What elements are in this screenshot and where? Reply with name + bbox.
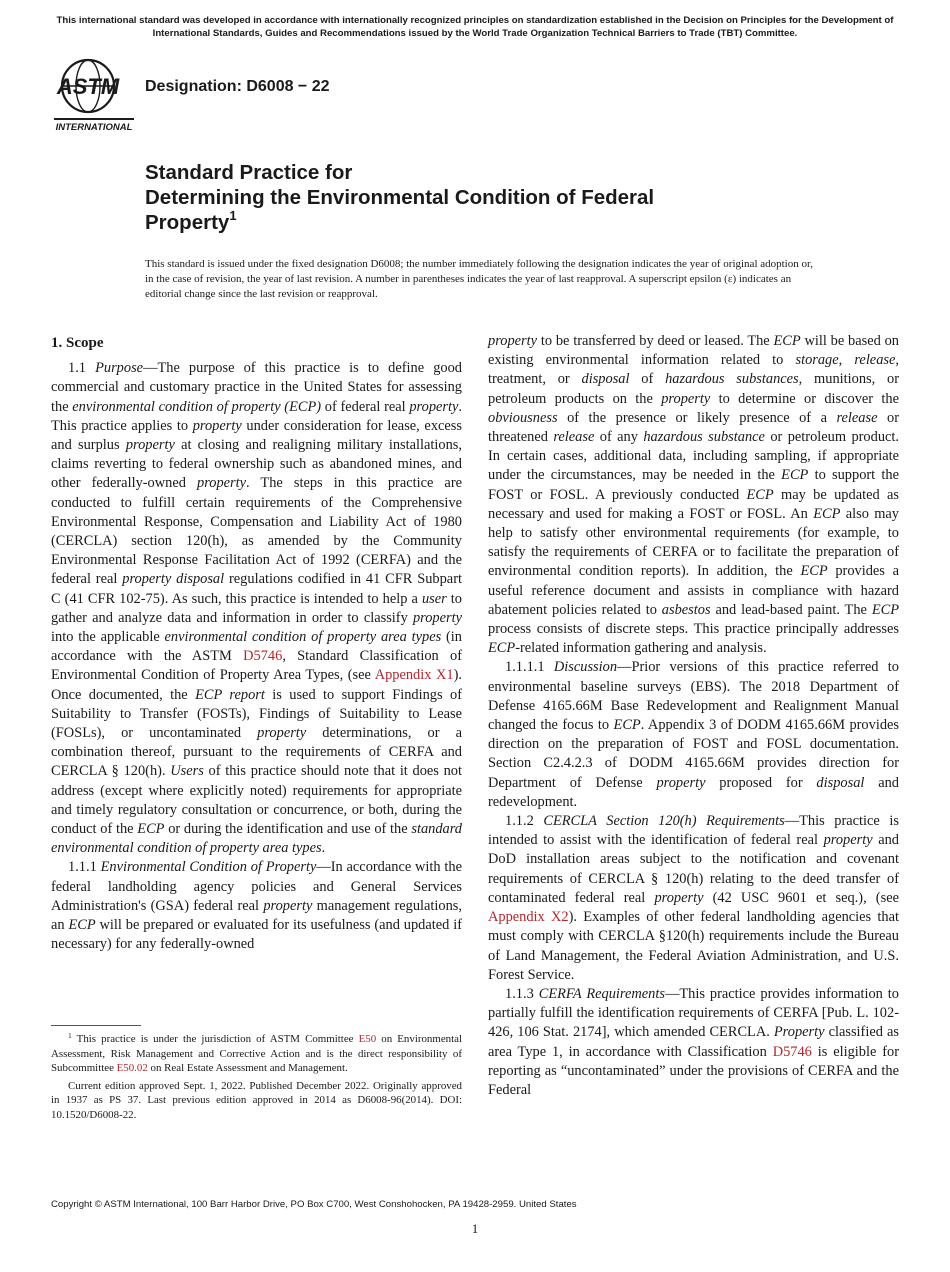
footnote-1: $^1$ This practice is under the jurisdiction of ASTM Committee E50 on Environmental Assessment, Risk Management and Corrective Action and is the direct responsibility of Subcommittee E50.02 on Real Estate Assessment and Management. <box>51 1031 462 1075</box>
paragraph-1-1-2: 1.1.2 CERCLA Section 120(h) Requirements—This practice is intended to assist with the identification of federal real property and DoD installation areas subject to the notification and covenant requirements of CERCLA § 120(h) relating to the deed transfer of contaminated federal real property (42 USC 9601 et seq.), (see Appendix X2). Examples of other federal landholding agencies that must comply with CERCLA §120(h) requirements include the Bureau of Land Management, the Federal Aviation Administration, and U.S. Forest Service. <box>488 813 899 983</box>
title-line-2: Determining the Environmental Condition of Federal <box>145 186 655 209</box>
paragraph-1-1-3: 1.1.3 CERFA Requirements—This practice provides information to partially fulfill the identification requirements of CERFA [Pub. L. 102-426, 106 Stat. 2174], which amended CERCLA. Property classified as area Type 1, in accordance with Classification D5746 is eligible for reporting as “uncontaminated” under the provisions of CERFA and the Federal <box>488 985 899 1098</box>
link-d5746-2[interactable]: D5746 <box>772 1043 812 1060</box>
link-e50[interactable]: E50 <box>358 1033 377 1045</box>
paragraph-1-1: 1.1 Purpose—The purpose of this practice is to define good commercial and customary practice in the United States for assessing the environmental condition of property (ECP) of federal real property. This practice applies to property under consideration for lease, excess and surplus property at closing and realigning military installations, claims reverting to federal ownership such as abandoned mines, and other federally-owned property. The steps in this practice are conducted to fulfill certain requirements of the Comprehensive Environmental Response, Compensation and Liability Act of 1980 (CERCLA) section 120(h), as amended by the Community Environmental Response Facilitation Act of 1992 (CERFA) and the federal real property disposal regulations codified in 41 CFR Subpart C (41 CFR 102-75). As such, this practice is intended to help a user to gather and analyze data and information in order to classify property into the applicable environmental condition of property area types (in accordance with the ASTM D5746, Standard Classification of Environmental Condition of Property Area Types, (see Appendix X1). Once documented, the ECP report is used to support Findings of Suitability to Transfer (FOSTs), Findings of Suitability to Lease (FOSLs), or uncontaminated property determinations, or a combination thereof, pursuant to the requirements of CERFA and CERCLA § 120(h). Users of this practice should note that it does not address (except where explicitly noted) requirements for appropriate and timely regulatory consultation or concurrence, or both, during the conduct of the ECP or during the identification and use of the standard environmental condition of property area types. <box>51 360 463 857</box>
logo-subtext: INTERNATIONAL <box>55 122 133 133</box>
title-line-3-text: Property <box>145 211 230 234</box>
link-d5746[interactable]: D5746 <box>243 648 283 665</box>
left-column <box>51 334 462 955</box>
designation: Designation: D6008 − 22 <box>145 78 330 95</box>
astm-logo <box>52 56 136 136</box>
logo-text: ASTM <box>56 74 120 99</box>
title-line-3 <box>145 210 865 235</box>
paragraph-1-1-1-1: 1.1.1.1 Discussion—Prior versions of this practice referred to environmental baseline surveys (EBS). The 2018 Department of Defense 4165.66M Base Redevelopment and Realignment Manual changed the focus to ECP. Appendix 3 of DODM 4165.66M provides direction on the preparation of FOST and FOSL documentation. Section C2.4.2.3 of DODM 4165.66M provides direction for Department of Defense property proposed for disposal and redevelopment. <box>488 659 899 810</box>
title-line-1: Standard Practice for <box>145 161 353 184</box>
link-appendix-x2[interactable]: Appendix X2 <box>488 909 569 926</box>
right-column <box>488 332 899 1100</box>
issue-note: This standard is issued under the fixed designation D6008; the number immediately following the designation indicates the year of original adoption or, in the case of revision, the year of last revision. A number in parentheses indicates the year of last reapproval. A superscript epsilon (ε) indicates an editorial change since the last revision or reapproval. <box>145 258 813 300</box>
document-title <box>145 160 865 235</box>
footnotes <box>51 1032 462 1126</box>
link-appendix-x1[interactable]: Appendix X1 <box>374 667 454 684</box>
paragraph-1-1-1-continued: property to be transferred by deed or leased. The ECP will be based on existing environmental information related to storage, release, treatment, or disposal of hazardous substances, munitions, or petroleum products on the property to determine or discover the obviousness of the presence or likely presence of a release or threatened release of any hazardous substance or petroleum product. In certain cases, additional data, including sampling, if appropriate under the circumstances, may be needed in the ECP to support the FOST or FOSL. A previously conducted ECP may be updated as necessary and used for making a FOST or FOSL. An ECP also may help to satisfy other environmental requirements (for example, to satisfy the requirements of CERFA or to facilitate the preparation of environmental condition reports). In addition, the ECP provides a useful reference document and assists in compliance with hazard abatement policies related to asbestos and lead-based paint. The ECP process consists of discrete steps. This practice principally addresses ECP-related information gathering and analysis. <box>488 333 900 657</box>
footnote-divider <box>51 1025 141 1026</box>
footnote-edition: Current edition approved Sept. 1, 2022. Published December 2022. Originally approved in 1937 as PS 37. Last previous edition approved in 2014 as D6008-96(2014). DOI: 10.1520/D6008-22. <box>51 1079 462 1121</box>
astm-logo-icon <box>52 56 136 136</box>
top-notice: This international standard was developed in accordance with internationally recognized principles on standardization established in the Decision on Principles for the Development of International Standards, Guides and Recommendations issued by the World Trade Organization Technical Barriers to Trade (TBT) Committee. <box>56 15 894 39</box>
section-heading-scope: 1. Scope <box>51 335 104 351</box>
link-e50-02[interactable]: E50.02 <box>116 1062 148 1075</box>
title-footnote-mark: 1 <box>229 208 237 223</box>
copyright: Copyright © ASTM International, 100 Barr Harbor Drive, PO Box C700, West Conshohocken, PA 19428-2959. United States <box>51 1199 577 1210</box>
paragraph-1-1-1-start: 1.1.1 Environmental Condition of Property—In accordance with the federal landholding agency policies and General Services Administration's (GSA) federal real property management regulations, an ECP will be prepared or evaluated for its usefulness (and updated if necessary) for any federally-owned <box>51 859 462 953</box>
page-number: 1 <box>471 1221 479 1236</box>
